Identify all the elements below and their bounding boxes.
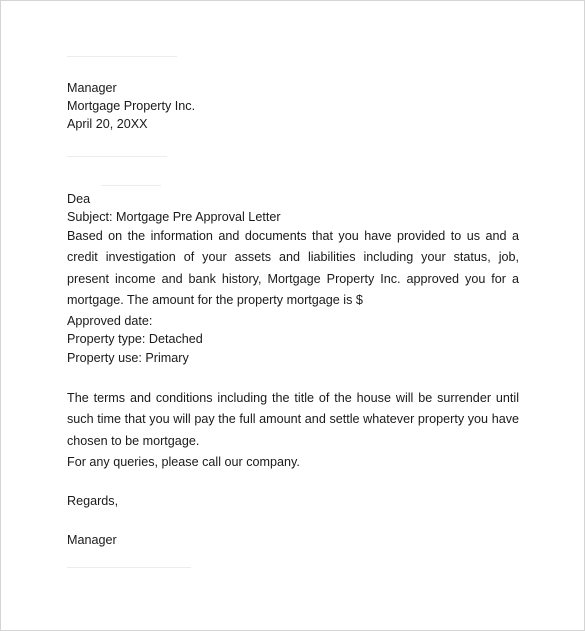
header-rule (67, 56, 177, 57)
body-paragraph: Based on the information and documents that you have provided to us and a credit investigation of your assets and liabilities including your status, job, present income and bank history, Mortgage Property Inc. approved you for a mortgage. The amount for the property mortgage is $ (67, 229, 519, 308)
property-type: Property type: Detached (67, 332, 203, 347)
queries-line: For any queries, please call our company. (67, 454, 300, 469)
sender-title: Manager (67, 81, 117, 95)
company-name: Mortgage Property Inc. (67, 99, 196, 114)
property-use: Property use: Primary (67, 350, 189, 365)
letter-date: April 20, 20XX (67, 117, 148, 132)
terms-paragraph: The terms and conditions including the title of the house will be surrender until such time that you will pay the full amount and settle whatever property you have chosen to be mortgage. (67, 390, 519, 448)
approved-date: Approved date: (67, 314, 153, 329)
salutation: Dea (67, 191, 91, 206)
closing: Regards, (67, 493, 119, 508)
subject-line: Subject: Mortgage Pre Approval Letter (67, 209, 281, 224)
letter-body (67, 79, 519, 549)
signature-title: Manager (67, 533, 117, 548)
signature-rule (67, 567, 191, 568)
